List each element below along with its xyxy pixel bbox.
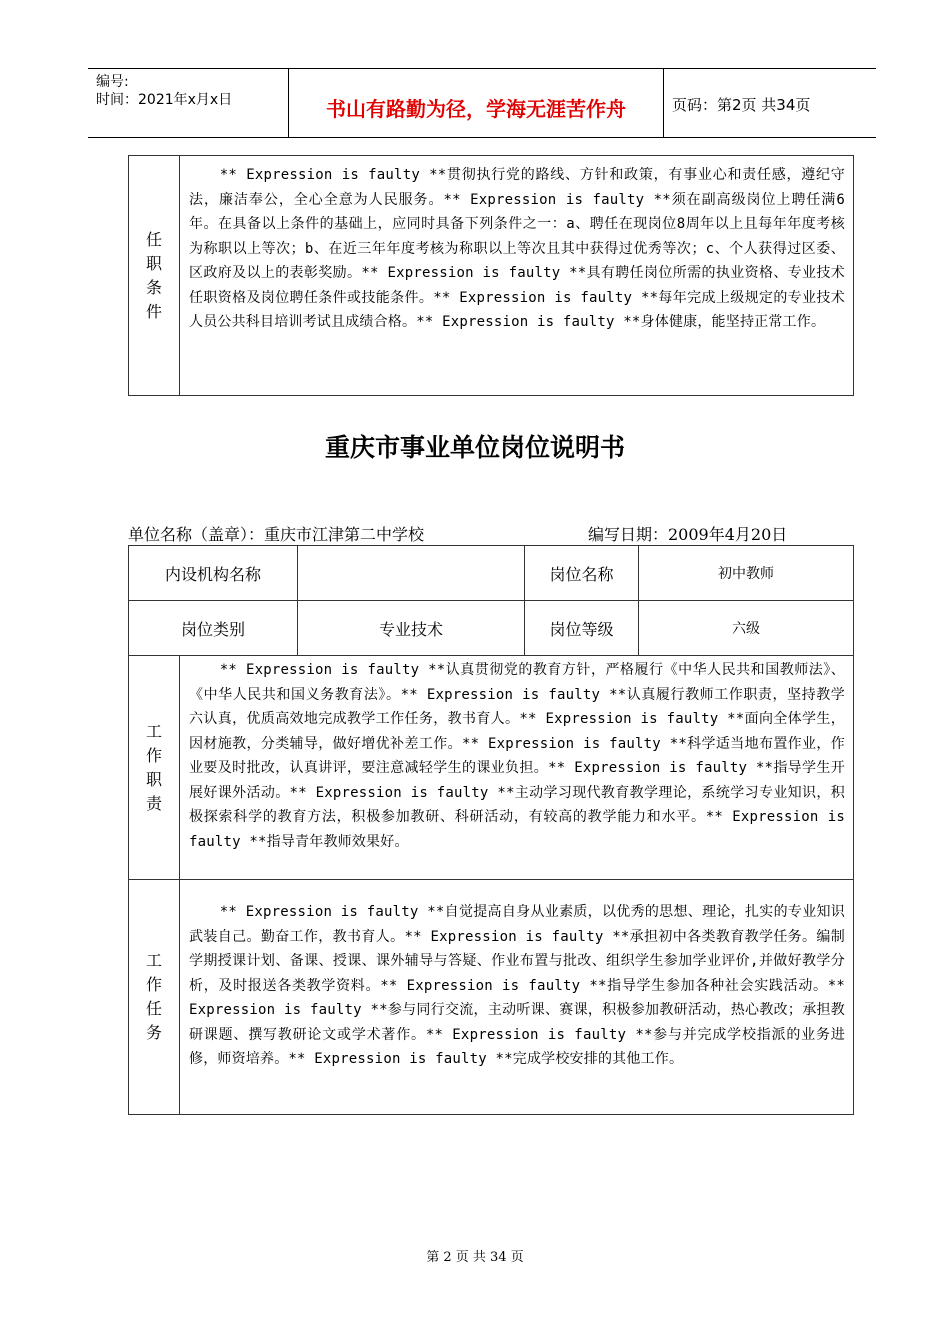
header-page-label: 页码：第2页 共34页 [672, 96, 811, 114]
compile-date: 编写日期：2009年4月20日 [588, 525, 788, 544]
post-info-table [128, 545, 854, 656]
duties-text: ** Expression is faulty **认真贯彻党的教育方针，严格履行《中华人民共和国教师法》、《中华人民共和国义务教育法》。** Expression is faulty **认真履行教师工作职责，坚持教学六认真，优质高效地完成教学工作任务，教书育人。** Expression is faulty **面向全体学生，因材施教，分类辅导，做好增优补差工作。** Expression is faulty **科学适当地布置作业，作业要及时批改，认真讲评，要注意减轻学生的课业负担。** Expression is faulty **指导学生开展好课外活动。** Expression is faulty **主动学习现代教育教学理论，系统学习专业知识，积极探索科学的教育方法，积极参加教研、科研活动，有较高的教学能力和水平。** Expression is faulty **指导青年教师效果好。 [180, 656, 854, 880]
page-title: 重庆市事业单位岗位说明书 [324, 433, 625, 462]
unit-name: 单位名称（盖章）：重庆市江津第二中学校 [128, 525, 425, 544]
qualifications-table [128, 155, 854, 396]
duties-tasks-table [128, 655, 854, 1115]
page-footer: 第 2 页 共 34 页 [426, 1250, 524, 1265]
duties-label: 工 作 职 责 [129, 656, 180, 880]
dept-label: 内设机构名称 [129, 546, 298, 601]
dept-value [298, 546, 525, 601]
grade-value: 六级 [639, 601, 854, 656]
category-label: 岗位类别 [129, 601, 298, 656]
header-motto-box [288, 69, 664, 137]
header-motto: 书山有路勤为径，学海无涯苦作舟 [326, 97, 626, 121]
page-header [88, 68, 876, 138]
header-left [96, 73, 232, 109]
grade-label: 岗位等级 [525, 601, 639, 656]
post-name-value: 初中教师 [639, 546, 854, 601]
post-name-label: 岗位名称 [525, 546, 639, 601]
document-time-label: 时间：2021年x月x日 [96, 92, 233, 108]
document-number-label: 编号: [96, 74, 129, 90]
tasks-text: ** Expression is faulty **自觉提高自身从业素质，以优秀的思想、理论，扎实的专业知识武装自己。勤奋工作，教书育人。** Expression is faulty **承担初中各类教育教学任务。编制学期授课计划、备课、授课、课外辅导与答疑、作业布置与批改、组织学生参加学业评价,并做好教学分析，及时报送各类教学资料。** Expression is faulty **指导学生参加各种社会实践活动。** Expression is faulty **参与同行交流，主动听课、赛课，积极参加教研活动，热心教改；承担教研课题、撰写教研论文或学术著作。** Expression is faulty **参与并完成学校指派的业务进修，师资培养。** Expression is faulty **完成学校安排的其他工作。 [180, 880, 854, 1115]
qualifications-label: 任 职 条 件 [129, 156, 180, 396]
tasks-label: 工 作 任 务 [129, 880, 180, 1115]
category-value: 专业技术 [298, 601, 525, 656]
qualifications-text: ** Expression is faulty **贯彻执行党的路线、方针和政策，有事业心和责任感，遵纪守法，廉洁奉公，全心全意为人民服务。** Expression is faulty **须在副高级岗位上聘任满6年。在具备以上条件的基础上，应同时具备下列条件之一：a、聘任在现岗位8周年以上且每年年度考核为称职以上等次；b、在近三年年度考核为称职以上等次且其中获得过优秀等次；c、个人获得过区委、区政府及以上的表彰奖励。** Expression is faulty **具有聘任岗位所需的执业资格、专业技术任职资格及岗位聘任条件或技能条件。** Expression is faulty **每年完成上级规定的专业技术人员公共科目培训考试且成绩合格。** Expression is faulty **身体健康，能坚持正常工作。 [180, 156, 854, 396]
